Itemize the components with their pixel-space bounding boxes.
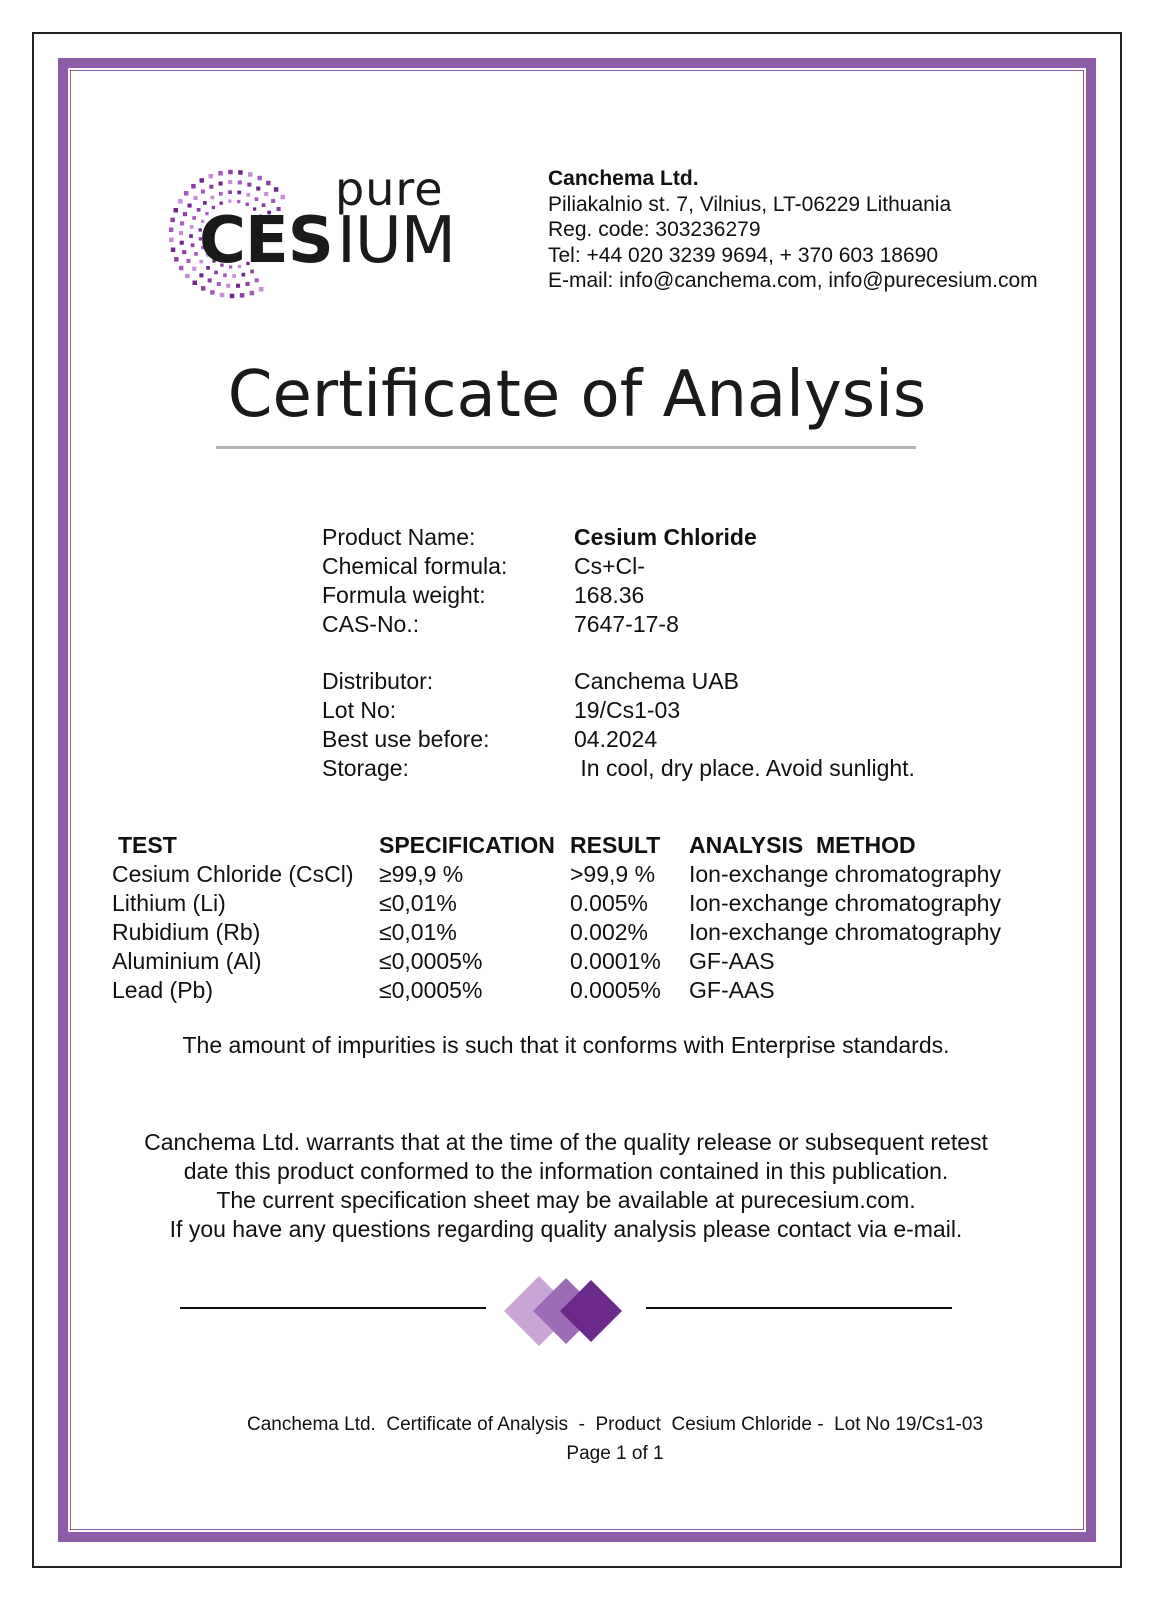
logo-dot <box>274 187 279 192</box>
logo-word-ium: IUM <box>337 204 455 278</box>
logo-dot <box>194 252 198 256</box>
logo-dot <box>259 287 264 292</box>
logo-dot <box>171 248 176 253</box>
cell-specification: ≥99,9 % <box>379 861 464 887</box>
info-label: Best use before: <box>322 726 490 752</box>
info-value: In cool, dry place. Avoid sunlight. <box>574 755 915 781</box>
info-value: 7647-17-8 <box>574 611 679 637</box>
warranty-line: The current specification sheet may be available at purecesium.com. <box>216 1187 916 1213</box>
logo-dot <box>247 183 251 187</box>
cell-specification: ≤0,0005% <box>379 977 483 1003</box>
logo-dot <box>246 282 250 286</box>
logo-dot <box>182 250 186 254</box>
col-header-specification: SPECIFICATION <box>379 832 555 858</box>
title-underline <box>216 446 916 449</box>
logo-dot <box>169 238 174 243</box>
cell-result: 0.005% <box>570 890 649 916</box>
info-label: Product Name: <box>322 524 476 550</box>
logo-dot <box>255 197 259 201</box>
cell-method: Ion-exchange chromatography <box>689 861 1001 887</box>
ornament-rule-left <box>180 1307 486 1309</box>
page-footer <box>230 1410 1000 1468</box>
logo-dot <box>228 190 232 194</box>
pure-cesium-logo <box>165 160 475 310</box>
logo-dot <box>271 199 275 203</box>
logo-dot <box>226 284 230 288</box>
logo-dot <box>201 190 205 194</box>
page-title: Certificate of Analysis <box>227 358 927 432</box>
logo-dot <box>281 195 286 200</box>
company-name: Canchema Ltd. <box>548 167 699 190</box>
logo-dot <box>219 192 223 196</box>
cell-test: Cesium Chloride (CsCl) <box>112 861 354 887</box>
info-value: 19/Cs1-03 <box>574 697 681 723</box>
logo-word-ces: CES <box>199 204 333 278</box>
page-number: Page 1 of 1 <box>566 1443 664 1464</box>
logo-dot <box>190 225 194 229</box>
cell-result: 0.0005% <box>570 977 661 1003</box>
logo-dot <box>180 241 184 245</box>
company-info <box>548 166 1038 294</box>
cell-method: GF-AAS <box>689 977 775 1003</box>
cell-result: 0.002% <box>570 919 649 945</box>
logo-dot <box>228 170 233 175</box>
logo-dot <box>191 184 196 189</box>
info-label: Formula weight: <box>322 582 486 608</box>
company-phone: Tel: +44 020 3239 9694, + 370 603 18690 <box>548 243 939 267</box>
warranty-line: Canchema Ltd. warrants that at the time of the quality release or subsequent retest <box>144 1129 988 1155</box>
logo-dot <box>255 278 259 282</box>
cell-method: GF-AAS <box>689 948 775 974</box>
cell-method: Ion-exchange chromatography <box>689 919 1001 945</box>
cell-specification: ≤0,0005% <box>379 948 483 974</box>
logo-dot <box>266 181 271 186</box>
cell-result: >99,9 % <box>570 861 656 887</box>
logo-dot <box>211 196 215 200</box>
info-label: Lot No: <box>322 697 397 723</box>
logo-dot <box>237 200 240 203</box>
company-address: Piliakalnio st. 7, Vilnius, LT-06229 Lithuania <box>548 192 952 216</box>
logo-dot <box>246 193 250 197</box>
warranty-statement <box>0 1128 1132 1244</box>
logo-dot <box>179 231 183 235</box>
logo-dot <box>186 259 190 263</box>
logo-dot <box>184 191 189 196</box>
cell-test: Aluminium (Al) <box>112 948 262 974</box>
logo-dot <box>179 266 184 271</box>
col-header-method: ANALYSIS METHOD <box>689 832 916 858</box>
logo-dot <box>228 200 231 203</box>
company-email: E-mail: info@canchema.com, info@purecesium.com <box>548 269 1038 292</box>
logo-dot <box>219 182 223 186</box>
info-value: 168.36 <box>574 582 645 608</box>
diamond-ornament-icon <box>504 1276 628 1346</box>
cell-result: 0.0001% <box>570 948 661 974</box>
logo-dot <box>201 286 206 291</box>
info-value: Cs+Cl- <box>574 553 645 579</box>
logo-dot <box>200 178 205 183</box>
warranty-line: date this product conformed to the information contained in this publication. <box>183 1158 949 1184</box>
info-label: Chemical formula: <box>322 553 508 579</box>
logo-dot <box>169 228 174 233</box>
cell-method: Ion-exchange chromatography <box>689 890 1001 916</box>
logo-dot <box>192 267 196 271</box>
info-label: Storage: <box>322 755 409 781</box>
logo-dot <box>264 192 268 196</box>
conformity-statement: The amount of impurities is such that it conforms with Enterprise standards. <box>182 1032 950 1058</box>
logo-dot <box>250 291 255 296</box>
cell-test: Rubidium (Rb) <box>112 919 261 945</box>
logo-dot <box>194 196 198 200</box>
logo-dot <box>178 199 183 204</box>
logo-dot <box>193 281 198 286</box>
cell-specification: ≤0,01% <box>379 919 457 945</box>
logo-dot <box>237 191 241 195</box>
cell-test: Lead (Pb) <box>112 977 214 1003</box>
logo-dot <box>218 171 223 176</box>
cell-specification: ≤0,01% <box>379 890 457 916</box>
col-header-test: TEST <box>118 832 177 858</box>
logo-dot <box>209 174 214 179</box>
logo-dot <box>220 293 225 298</box>
info-value: Canchema UAB <box>574 668 739 694</box>
logo-dot <box>236 284 240 288</box>
logo-dot <box>189 234 193 238</box>
logo-dot <box>217 282 221 286</box>
logo-dot <box>174 257 179 262</box>
warranty-line: If you have any questions regarding quality analysis please contact via e-mail. <box>169 1216 963 1242</box>
logo-dot <box>230 294 235 299</box>
logo-dot <box>208 278 212 282</box>
logo-dot <box>209 185 213 189</box>
logo-dot <box>228 180 232 184</box>
logo-dot <box>180 221 184 225</box>
logo-dot <box>238 170 243 175</box>
footer-line: Canchema Ltd. Certificate of Analysis - Product Cesium Chloride - Lot No 19/Cs1-03 <box>246 1414 984 1435</box>
logo-dot <box>240 293 245 298</box>
info-label: CAS-No.: <box>322 611 420 637</box>
logo-dot <box>257 176 262 181</box>
info-value: Cesium Chloride <box>574 524 757 550</box>
logo-dot <box>174 208 179 213</box>
company-reg-code: Reg. code: 303236279 <box>548 218 761 241</box>
logo-word-pure: pure <box>335 162 444 216</box>
logo-dot <box>192 216 196 220</box>
logo-dot <box>238 180 242 184</box>
logo-dot <box>256 187 260 191</box>
logo-dot <box>170 218 175 223</box>
logo-dot <box>183 212 187 216</box>
logo-dot <box>210 290 215 295</box>
info-value: 04.2024 <box>574 726 658 752</box>
cell-test: Lithium (Li) <box>112 890 226 916</box>
logo-dot <box>188 204 192 208</box>
info-label: Distributor: <box>322 668 434 694</box>
logo-dot <box>248 172 253 177</box>
ornament-rule-right <box>646 1307 952 1309</box>
col-header-result: RESULT <box>570 832 661 858</box>
logo-dot <box>191 243 195 247</box>
logo-dot <box>185 274 190 279</box>
